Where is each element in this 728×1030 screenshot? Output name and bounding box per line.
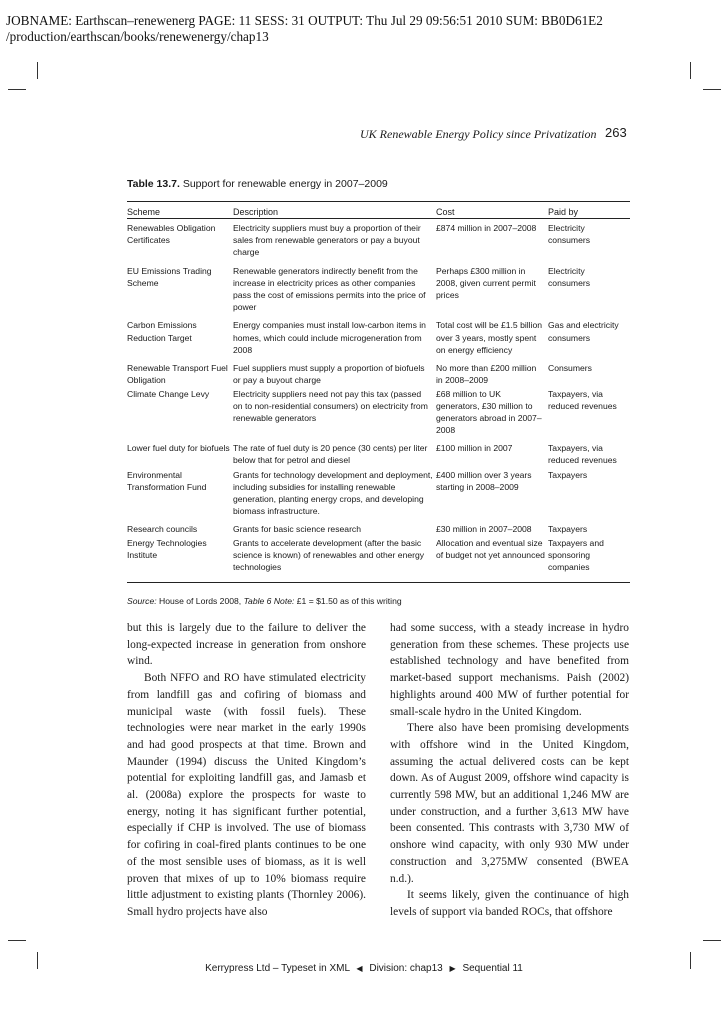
col-header-paid-by: Paid by (548, 207, 579, 217)
table-row (127, 259, 630, 313)
cell-cost: £400 million over 3 years starting in 2008–2009 (436, 469, 532, 492)
cell-scheme: Carbon Emissions Reduction Target (127, 320, 197, 343)
crop-mark (703, 89, 721, 90)
cell-paid-by: Electricity consumers (548, 223, 591, 246)
table-row (127, 517, 630, 535)
table-source (127, 596, 402, 606)
cell-cost: £30 million in 2007–2008 (436, 523, 532, 534)
note-text: £1 = $1.50 as of this writing (294, 596, 402, 606)
cell-description: Grants for technology development and deployment, including subsidies for installing renewable generation, planting energy crops, and developing biomass infrastructure. (233, 469, 433, 516)
support-table (127, 206, 630, 573)
table-row (127, 356, 630, 386)
crop-mark (8, 940, 26, 941)
page-number: 263 (605, 125, 627, 140)
crop-mark (703, 940, 721, 941)
job-header-line2: /production/earthscan/books/renewenergy/chap13 (6, 29, 269, 44)
cell-cost: £874 million in 2007–2008 (436, 223, 537, 234)
typesetter-footer (0, 963, 728, 974)
cell-scheme: Climate Change Levy (127, 388, 210, 399)
cell-cost: Allocation and eventual size of budget not yet announced (436, 537, 545, 561)
table-title: Support for renewable energy in 2007–2009 (182, 178, 388, 190)
table-row (127, 313, 630, 355)
cell-scheme: Renewable Transport Fuel Obligation (127, 362, 228, 385)
table-label: Table 13.7. (127, 178, 180, 190)
col-header-description: Description (233, 207, 279, 217)
table-bottom-rule (127, 582, 630, 583)
col-header-scheme: Scheme (127, 207, 161, 217)
crop-mark (8, 89, 26, 90)
cell-paid-by: Electricity consumers (548, 266, 591, 289)
cell-cost: £100 million in 2007 (436, 443, 513, 454)
cell-cost: No more than £200 million in 2008–2009 (436, 362, 537, 385)
triangle-right-icon: ▶ (449, 964, 456, 973)
triangle-left-icon: ◀ (356, 964, 363, 973)
table-row (127, 535, 630, 573)
running-head: UK Renewable Energy Policy since Privatization (360, 127, 597, 141)
cell-description: The rate of fuel duty is 20 pence (30 cents) per liter below that for petrol and diesel (233, 443, 428, 466)
cell-scheme: EU Emissions Trading Scheme (127, 266, 212, 289)
cell-paid-by: Taxpayers, via reduced revenues (548, 443, 617, 466)
paragraph: but this is largely due to the failure to deliver the long-expected increase in generation from onshore wind. (127, 622, 366, 668)
cell-cost: £68 million to UK generators, £30 million to generators abroad in 2007–2008 (436, 388, 542, 436)
table-row (127, 386, 630, 436)
cell-paid-by: Consumers (548, 362, 592, 373)
cell-description: Fuel suppliers must supply a proportion of biofuels or pay a buyout charge (233, 362, 425, 385)
cell-paid-by: Taxpayers (548, 469, 588, 480)
source-label: Source: (127, 596, 157, 606)
cell-scheme: Research councils (127, 523, 198, 534)
paragraph: Both NFFO and RO have stimulated electricity from landfill gas and cofiring of biomass and municipal waste (with fossil fuels). These technologies were near market in the early 1990s and had good prospects at that time. Brown and Maunder (1994) discuss the United Kingdom’s potential for exploiting landfill gas, and Jamasb et al. (2008a) explore the prospects for waste to energy, noting it has significant further potential, especially if CHP is involved. The use of biomass for cofiring in coal-fired plants continues to be one of the most sensible uses of biomass, as it is well proven that mixes of up to 10% biomass require little adjustment to existing plants (Thornley 2006). Small hydro projects have also (127, 672, 366, 918)
cell-description: Renewable generators indirectly benefit from the increase in electricity prices as other companies pass the cost of emissions permits into the price of power (233, 266, 426, 313)
cell-scheme: Environmental Transformation Fund (127, 469, 207, 492)
footer-typeset: Kerrypress Ltd – Typeset in XML (205, 963, 350, 974)
source-text: House of Lords 2008, (156, 596, 244, 606)
crop-mark (37, 62, 38, 79)
cell-paid-by: Taxpayers, via reduced revenues (548, 388, 617, 412)
job-header-line1: JOBNAME: Earthscan–renewenerg PAGE: 11 SESS: 31 OUTPUT: Thu Jul 29 09:56:51 2010 SUM: BB0D61E2 (6, 13, 603, 28)
cell-scheme: Lower fuel duty for biofuels (127, 443, 230, 454)
cell-description: Energy companies must install low-carbon items in homes, which could include microgeneration from 2008 (233, 320, 426, 355)
cell-cost: Perhaps £300 million in 2008, given current permit prices (436, 266, 536, 301)
cell-paid-by: Gas and electricity consumers (548, 320, 619, 343)
cell-paid-by: Taxpayers and sponsoring companies (548, 537, 604, 573)
footer-division: Division: chap13 (369, 963, 443, 974)
col-header-cost: Cost (436, 207, 455, 217)
cell-paid-by: Taxpayers (548, 523, 588, 534)
cell-scheme: Renewables Obligation Certificates (127, 223, 216, 246)
table-row (127, 436, 630, 466)
table-row (127, 467, 630, 517)
cell-cost: Total cost will be £1.5 billion over 3 years, mostly spent on energy efficiency (436, 320, 543, 355)
paragraph: had some success, with a steady increase in hydro generation from these schemes. These projects use established technology and have benefited from market-based support mechanisms. Paish (2002) highlights around 400 MW of further potential for small-scale hydro in the United Kingdom. (390, 622, 629, 718)
crop-mark (690, 62, 691, 79)
body-column-right (390, 620, 629, 921)
body-column-left (127, 620, 366, 921)
footer-sequential: Sequential 11 (462, 963, 523, 974)
cell-description: Electricity suppliers need not pay this tax (passed on to non-residential consumers) on electricity from renewable generators (233, 388, 428, 424)
cell-description: Grants for basic science research (233, 523, 362, 534)
table-top-rule (127, 201, 630, 202)
cell-description: Grants to accelerate development (after the basic science is known) of renewables and other energy technologies (233, 537, 425, 573)
cell-scheme: Energy Technologies Institute (127, 537, 207, 561)
paragraph: There also have been promising developments with offshore wind in the United Kingdom, assuming the actual delivered costs can be kept down. As of August 2009, offshore wind capacity is currently 598 MW, but an additional 1,246 MW are under construction, and a further 3,613 MW have been consented. This contrasts with 3,730 MW of onshore wind capacity, with only 930 MW under construction and 3,275MW consented (BWEA n.d.). (390, 722, 629, 885)
cell-description: Electricity suppliers must buy a proportion of their sales from renewable generators or pay a buyout charge (233, 223, 421, 258)
table-row (127, 219, 630, 259)
table-caption (127, 178, 388, 190)
paragraph: It seems likely, given the continuance of high levels of support via banded ROCs, that offshore (390, 889, 629, 918)
note-label: Table 6 Note: (243, 596, 295, 606)
